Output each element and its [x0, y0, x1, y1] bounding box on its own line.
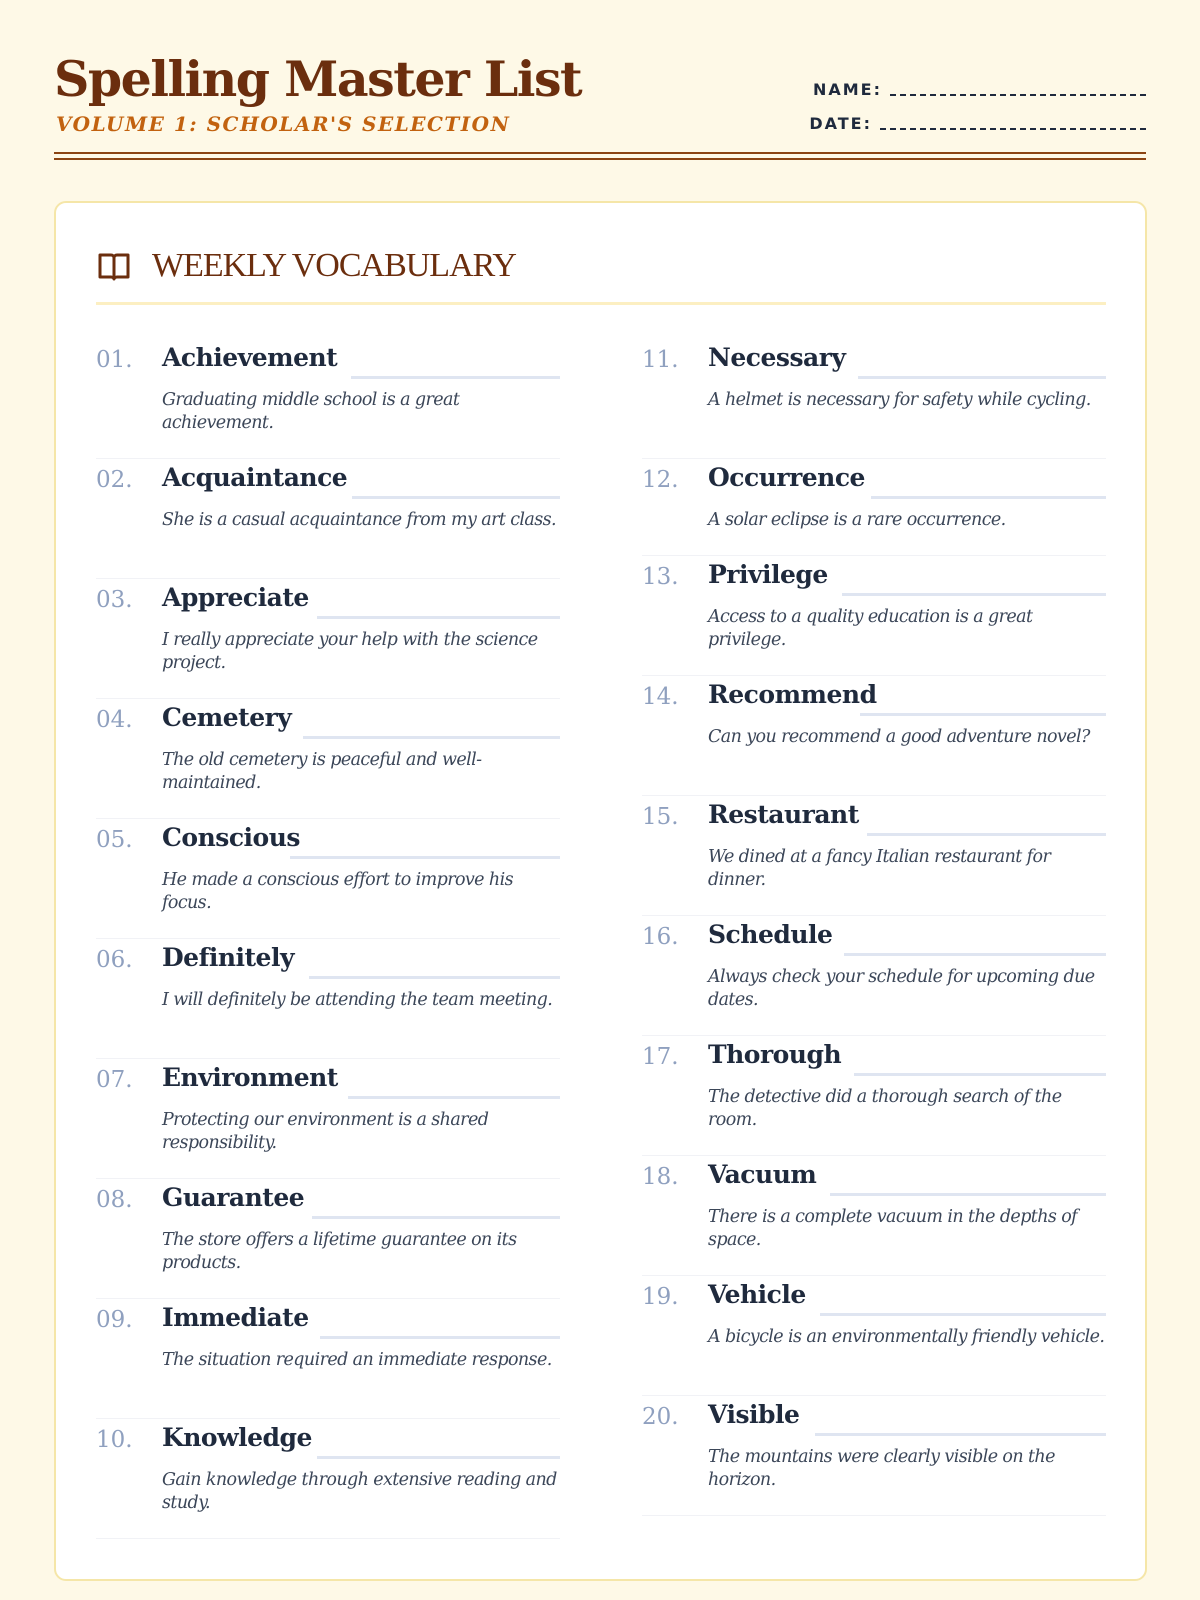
- word-number: 02.: [96, 467, 133, 493]
- word-item-2: [96, 459, 560, 579]
- word-number: 07.: [96, 1067, 133, 1093]
- practice-blank-line[interactable]: [815, 1433, 1106, 1436]
- word-column-right: [642, 339, 1106, 1516]
- word-item-14: [642, 676, 1106, 796]
- section-divider: [96, 302, 1106, 305]
- example-sentence: We dined at a fancy Italian restaurant for dinner.: [708, 847, 1051, 890]
- example-sentence: Can you recommend a good adventure novel?: [708, 727, 1090, 747]
- word-item-12: [642, 459, 1106, 556]
- spelling-word: Privilege: [708, 560, 828, 589]
- practice-blank-line[interactable]: [320, 1336, 560, 1339]
- spelling-word: Schedule: [708, 920, 833, 949]
- word-number: 03.: [96, 587, 133, 613]
- word-item-8: [96, 1179, 560, 1299]
- example-sentence: The detective did a thorough search of the room.: [708, 1087, 1062, 1130]
- word-number: 14.: [642, 684, 679, 710]
- word-item-19: [642, 1276, 1106, 1396]
- word-item-6: [96, 939, 560, 1059]
- example-sentence: A bicycle is an environmentally friendly vehicle.: [708, 1327, 1105, 1347]
- practice-blank-line[interactable]: [317, 1456, 560, 1459]
- practice-blank-line[interactable]: [317, 616, 560, 619]
- practice-blank-line[interactable]: [820, 1313, 1106, 1316]
- example-sentence: He made a conscious effort to improve his focus.: [162, 870, 513, 913]
- word-number: 18.: [642, 1164, 679, 1190]
- example-sentence: The situation required an immediate response.: [162, 1350, 552, 1370]
- word-item-18: [642, 1156, 1106, 1276]
- word-number: 01.: [96, 347, 133, 373]
- word-number: 09.: [96, 1307, 133, 1333]
- example-sentence: A solar eclipse is a rare occurrence.: [708, 510, 1006, 530]
- header-double-rule: [54, 152, 1146, 160]
- spelling-word: Recommend: [708, 680, 877, 709]
- spelling-word: Restaurant: [708, 800, 859, 829]
- word-column-left: [96, 339, 560, 1539]
- word-number: 16.: [642, 924, 679, 950]
- spelling-word: Thorough: [708, 1040, 842, 1069]
- word-number: 04.: [96, 707, 133, 733]
- word-number: 20.: [642, 1404, 679, 1430]
- section-heading: [96, 247, 516, 285]
- word-item-9: [96, 1299, 560, 1419]
- word-number: 06.: [96, 947, 133, 973]
- word-item-4: [96, 699, 560, 819]
- practice-blank-line[interactable]: [830, 1193, 1106, 1196]
- example-sentence: Gain knowledge through extensive reading and study.: [162, 1470, 557, 1513]
- example-sentence: I really appreciate your help with the science project.: [162, 630, 538, 673]
- word-item-15: [642, 796, 1106, 916]
- spelling-word: Visible: [708, 1400, 800, 1429]
- name-blank-line[interactable]: [890, 94, 1146, 96]
- word-number: 08.: [96, 1187, 133, 1213]
- word-item-7: [96, 1059, 560, 1179]
- worksheet-header: [54, 50, 1146, 160]
- spelling-word: Vacuum: [708, 1160, 817, 1189]
- spelling-word: Vehicle: [708, 1280, 806, 1309]
- practice-blank-line[interactable]: [860, 713, 1106, 716]
- vocabulary-card: [54, 201, 1147, 1581]
- practice-blank-line[interactable]: [871, 496, 1106, 499]
- word-number: 17.: [642, 1044, 679, 1070]
- practice-blank-line[interactable]: [351, 376, 560, 379]
- practice-blank-line[interactable]: [290, 856, 560, 859]
- example-sentence: Access to a quality education is a great privilege.: [708, 607, 1033, 650]
- name-field[interactable]: [813, 80, 1146, 99]
- page-subtitle: VOLUME 1: SCHOLAR'S SELECTION: [56, 112, 511, 136]
- word-item-3: [96, 579, 560, 699]
- word-item-11: [642, 339, 1106, 459]
- name-label: NAME:: [812, 80, 882, 99]
- date-blank-line[interactable]: [880, 128, 1146, 130]
- spelling-word: Conscious: [162, 823, 300, 852]
- word-item-5: [96, 819, 560, 939]
- word-number: 05.: [96, 827, 133, 853]
- spelling-word: Necessary: [708, 343, 846, 372]
- spelling-word: Immediate: [162, 1303, 309, 1332]
- example-sentence: The old cemetery is peaceful and well-maintained.: [162, 750, 482, 793]
- word-number: 12.: [642, 467, 679, 493]
- example-sentence: The store offers a lifetime guarantee on its products.: [162, 1230, 517, 1273]
- spelling-word: Acquaintance: [162, 463, 348, 492]
- word-item-20: [642, 1396, 1106, 1516]
- section-title: WEEKLY VOCABULARY: [152, 247, 516, 284]
- practice-blank-line[interactable]: [303, 736, 560, 739]
- example-sentence: A helmet is necessary for safety while cycling.: [708, 390, 1091, 410]
- practice-blank-line[interactable]: [854, 1073, 1106, 1076]
- book-open-icon: [96, 248, 132, 284]
- word-number: 13.: [642, 564, 679, 590]
- word-item-17: [642, 1036, 1106, 1156]
- word-item-1: [96, 339, 560, 459]
- word-number: 10.: [96, 1427, 133, 1453]
- spelling-word: Appreciate: [162, 583, 309, 612]
- spelling-word: Achievement: [162, 343, 338, 372]
- example-sentence: She is a casual acquaintance from my art class.: [162, 510, 556, 530]
- word-number: 19.: [642, 1284, 679, 1310]
- word-number: 11.: [642, 347, 679, 373]
- word-item-16: [642, 916, 1106, 1036]
- example-sentence: There is a complete vacuum in the depths of space.: [708, 1207, 1078, 1250]
- example-sentence: The mountains were clearly visible on the horizon.: [708, 1447, 1055, 1490]
- date-label: DATE:: [809, 114, 872, 133]
- practice-blank-line[interactable]: [844, 953, 1106, 956]
- example-sentence: Always check your schedule for upcoming due dates.: [708, 967, 1095, 1010]
- practice-blank-line[interactable]: [309, 976, 560, 979]
- word-number: 15.: [642, 804, 679, 830]
- spelling-word: Guarantee: [162, 1183, 305, 1212]
- spelling-word: Knowledge: [162, 1423, 312, 1452]
- spelling-word: Definitely: [162, 943, 294, 972]
- practice-blank-line[interactable]: [842, 593, 1106, 596]
- example-sentence: Graduating middle school is a great achievement.: [162, 390, 460, 433]
- practice-blank-line[interactable]: [867, 833, 1106, 836]
- word-item-13: [642, 556, 1106, 676]
- practice-blank-line[interactable]: [858, 376, 1106, 379]
- example-sentence: Protecting our environment is a shared responsibility.: [162, 1110, 489, 1153]
- date-field[interactable]: [809, 114, 1146, 133]
- practice-blank-line[interactable]: [312, 1216, 560, 1219]
- example-sentence: I will definitely be attending the team meeting.: [162, 990, 553, 1010]
- spelling-word: Cemetery: [162, 703, 292, 732]
- spelling-word: Environment: [162, 1063, 338, 1092]
- spelling-word: Occurrence: [708, 463, 865, 492]
- page-title: Spelling Master List: [54, 50, 582, 108]
- practice-blank-line[interactable]: [348, 1096, 560, 1099]
- practice-blank-line[interactable]: [352, 496, 560, 499]
- word-item-10: [96, 1419, 560, 1539]
